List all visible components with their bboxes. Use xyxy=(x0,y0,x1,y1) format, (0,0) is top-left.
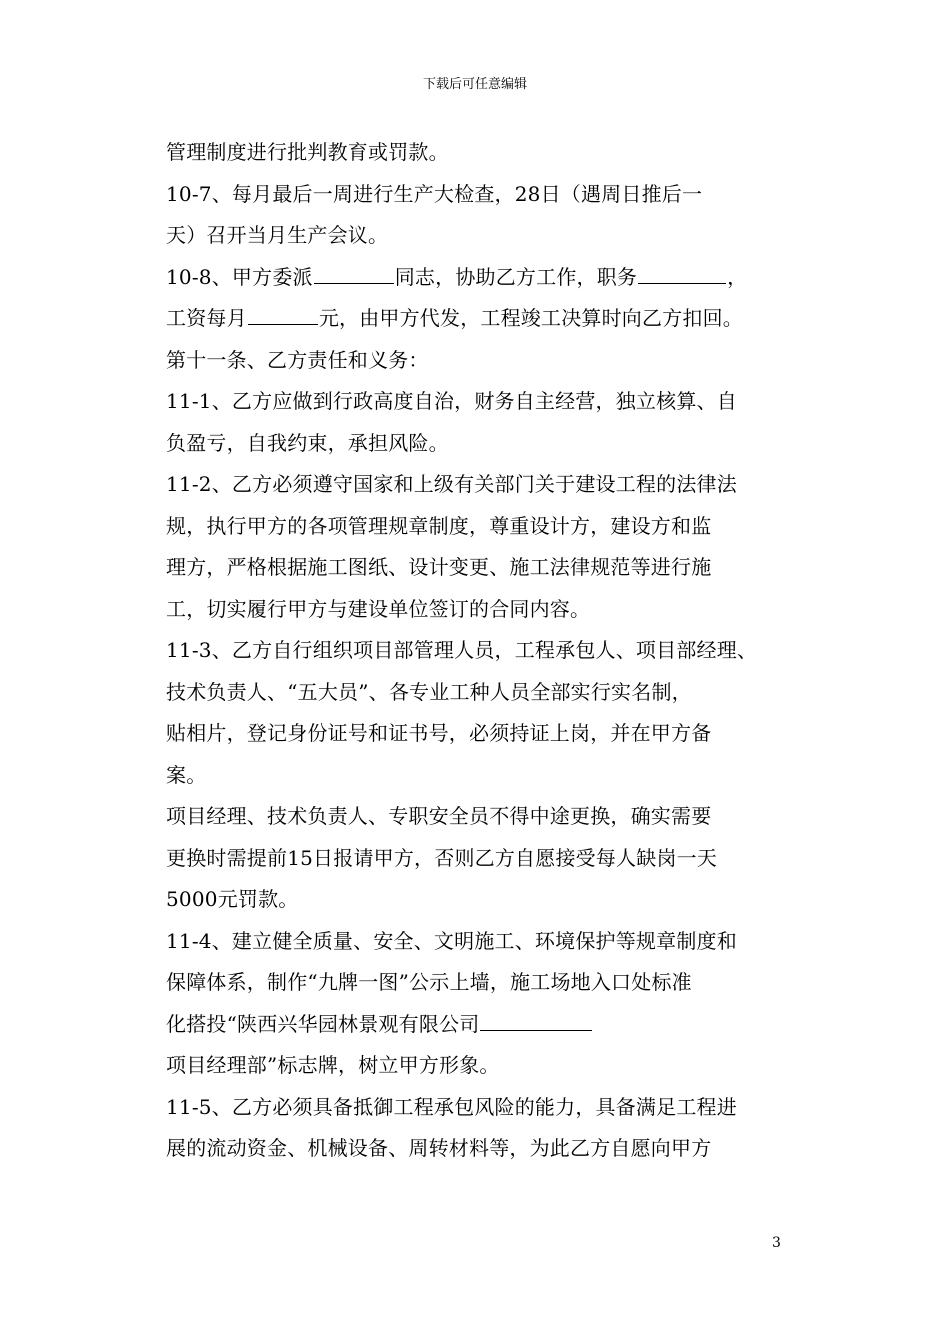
text-line: 理方，严格根据施工图纸、设计变更、施工法律规范等进行施 xyxy=(166,555,712,579)
text-line: 11-3、乙方自行组织项目部管理人员，工程承包人、项目部经理、 xyxy=(166,638,758,662)
section-heading: 第十一条、乙方责任和义务： xyxy=(166,347,429,372)
text-line: 案。 xyxy=(166,762,207,787)
text-segment: 10-8、甲方委派 xyxy=(166,264,313,289)
text-line: 项目经理、技术负责人、专职安全员不得中途更换，确实需要 xyxy=(166,804,712,828)
text-line: 11-5、乙方必须具备抵御工程承包风险的能力，具备满足工程进 xyxy=(166,1094,737,1119)
text-segment: 化搭投“陕西兴华园林景观有限公司 xyxy=(166,1011,480,1036)
text-line: 项目经理部”标志牌，树立甲方形象。 xyxy=(166,1053,500,1077)
document-body xyxy=(166,132,806,1170)
text-line: 工，切实履行甲方与建设单位签订的合同内容。 xyxy=(166,596,591,621)
fill-blank-delegate-name xyxy=(314,265,394,284)
page-number: 3 xyxy=(772,1235,781,1251)
text-line: 11-4、建立健全质量、安全、文明施工、环境保护等规章制度和 xyxy=(166,928,737,953)
text-segment: 元，由甲方代发，工程竣工决算时向乙方扣回。 xyxy=(318,306,744,330)
text-line: 负盈亏，自我约束，承担风险。 xyxy=(166,430,449,455)
text-line: 展的流动资金、机械设备、周转材料等，为此乙方自愿向甲方 xyxy=(166,1136,712,1160)
text-line: 5000元罚款。 xyxy=(166,887,299,911)
page-header: 下载后可任意编辑 xyxy=(422,77,527,92)
fill-blank-project-name xyxy=(480,1012,592,1031)
text-line: 11-2、乙方必须遵守国家和上级有关部门关于建设工程的法律法 xyxy=(166,472,737,496)
text-line: 10-7、每月最后一周进行生产大检查，28日（遇周日推后一 xyxy=(166,181,703,206)
text-line xyxy=(166,1004,806,1046)
text-segment: 同志，协助乙方工作，职务 xyxy=(394,264,638,289)
text-line: 规，执行甲方的各项管理规章制度，尊重设计方，建设方和监 xyxy=(166,513,712,538)
text-line: 贴相片，登记身份证号和证书号，必须持证上岗，并在甲方备 xyxy=(166,721,712,745)
text-line: 保障体系，制作“九牌一图”公示上墙，施工场地入口处标准 xyxy=(166,970,692,994)
text-line: 11-1、乙方应做到行政高度自治，财务自主经营，独立核算、自 xyxy=(166,389,737,413)
text-line: 技术负责人、“五大员”、各专业工种人员全部实行实名制， xyxy=(166,679,692,704)
text-line: 天）召开当月生产会议。 xyxy=(166,223,389,247)
fill-blank-position xyxy=(638,265,726,284)
text-line: 管理制度进行批判教育或罚款。 xyxy=(166,140,449,164)
text-line xyxy=(166,257,806,299)
text-line xyxy=(166,298,806,340)
text-segment: ， xyxy=(727,264,748,289)
text-segment: 工资每月 xyxy=(166,306,247,330)
text-line: 更换时需提前15日报请甲方，否则乙方自愿接受每人缺岗一天 xyxy=(166,845,718,870)
fill-blank-monthly-wage xyxy=(248,306,318,325)
